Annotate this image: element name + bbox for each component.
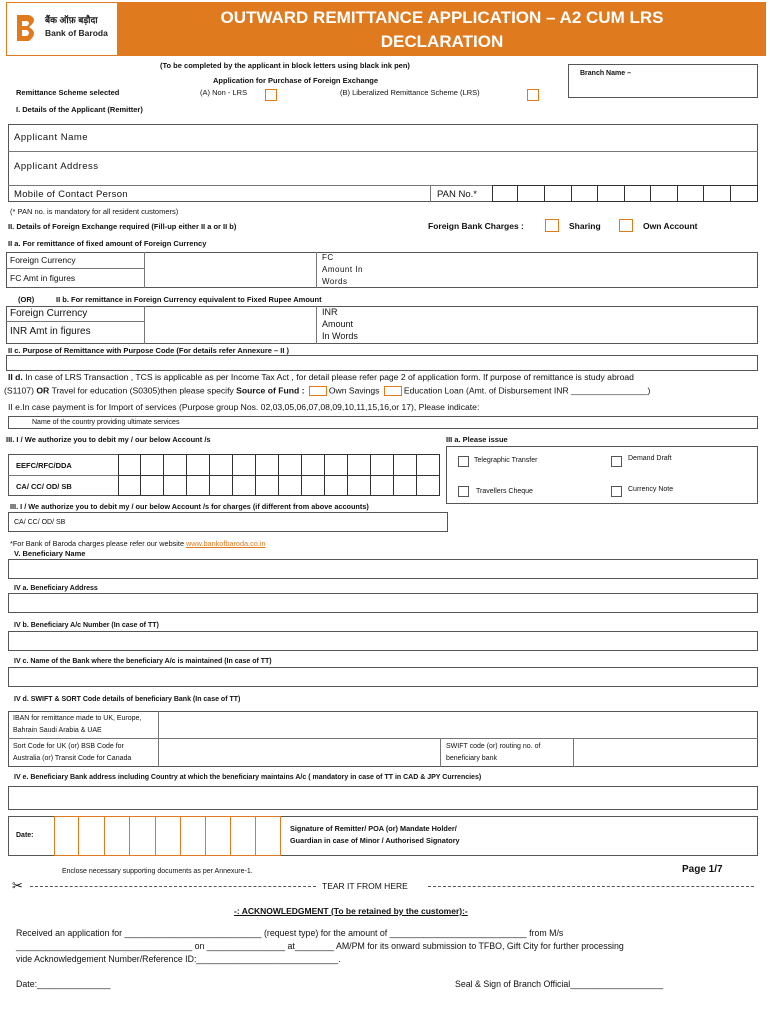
iiia-heading: III a. Please issue bbox=[446, 435, 508, 444]
fc-words-label-3: Words bbox=[322, 277, 348, 286]
ack-line3: vide Acknowledgement Number/Reference ID:_____________________________. bbox=[16, 954, 341, 964]
iban-label-2: Bahrain Saudi Arabia & UAE bbox=[13, 727, 102, 734]
beneficiary-bank-address-field[interactable] bbox=[8, 786, 758, 810]
purchase-label: Application for Purchase of Foreign Exchange bbox=[213, 76, 379, 85]
ca-label: CA/ CC/ OD/ SB bbox=[16, 482, 72, 491]
signature-label-2: Guardian in case of Minor / Authorised Signatory bbox=[290, 836, 460, 845]
sharing-label: Sharing bbox=[569, 221, 601, 231]
iid-line1: II d. In case of LRS Transaction , TCS is applicable as per Income Tax Act , for detail please refer page 2 of application form. If purpose of remittance is study abroad bbox=[8, 372, 634, 382]
page-title-line2: DECLARATION bbox=[380, 32, 504, 51]
section1-heading: I. Details of the Applicant (Remitter) bbox=[16, 105, 143, 114]
demand-draft-checkbox[interactable] bbox=[611, 456, 622, 467]
inr-words-label-3: In Words bbox=[322, 331, 358, 341]
mobile-label: Mobile of Contact Person bbox=[14, 189, 128, 200]
ca-account-field[interactable] bbox=[118, 475, 440, 496]
ivb-label: IV b. Beneficiary A/c Number (In case of TT) bbox=[14, 622, 159, 629]
sharing-checkbox[interactable] bbox=[545, 219, 559, 232]
charges-account-field[interactable] bbox=[8, 512, 448, 532]
branch-name-label: Branch Name – bbox=[580, 70, 631, 77]
page-title-line1: OUTWARD REMITTANCE APPLICATION – A2 CUM LRS bbox=[220, 8, 664, 27]
education-loan-checkbox[interactable] bbox=[384, 386, 402, 396]
pan-label: PAN No.* bbox=[437, 189, 477, 200]
inr-words-label-1: INR bbox=[322, 307, 338, 317]
iban-label-1: IBAN for remittance made to UK, Europe, bbox=[13, 715, 142, 722]
purpose-code-field[interactable] bbox=[6, 355, 758, 371]
bank-charges-label: Foreign Bank Charges : bbox=[428, 221, 524, 231]
telegraphic-label: Telegraphic Transfer bbox=[474, 457, 538, 464]
charges-heading: III. I / We authorize you to debit my / our below Account /s for charges (if different from above accounts) bbox=[10, 502, 369, 511]
travellers-checkbox[interactable] bbox=[458, 486, 469, 497]
foreign-currency-field[interactable] bbox=[146, 253, 315, 268]
foreign-currency-b-label: Foreign Currency bbox=[10, 308, 88, 319]
iban-field[interactable] bbox=[160, 712, 757, 737]
eefc-label: EEFC/RFC/DDA bbox=[16, 461, 72, 470]
foreign-currency-label: Foreign Currency bbox=[10, 255, 76, 265]
travellers-label: Travellers Cheque bbox=[476, 488, 533, 495]
applicant-address-field[interactable] bbox=[110, 152, 750, 184]
ivd-label: IV d. SWIFT & SORT Code details of beneficiary Bank (In case of TT) bbox=[14, 696, 241, 703]
iie-label: II e.In case payment is for Import of services (Purpose group Nos. 02,03,05,06,07,08,09,10,11,15,16,or 17), Please indicate: bbox=[8, 402, 480, 412]
pan-field[interactable] bbox=[492, 185, 758, 202]
ack-date: Date:_______________ bbox=[16, 979, 111, 989]
date-label: Date: bbox=[16, 832, 34, 839]
iva-label: IV a. Beneficiary Address bbox=[14, 585, 98, 592]
bank-note: *For Bank of Baroda charges please refer our website www.bankofbaroda.co.in bbox=[10, 539, 266, 548]
option-b-checkbox[interactable] bbox=[527, 89, 539, 101]
signature-label-1: Signature of Remitter/ POA (or) Mandate Holder/ bbox=[290, 824, 457, 833]
instruction-text: (To be completed by the applicant in block letters using black ink pen) bbox=[160, 61, 410, 70]
own-savings-checkbox[interactable] bbox=[309, 386, 327, 396]
charges-ca-label: CA/ CC/ OD/ SB bbox=[14, 519, 66, 526]
swift-label-2: beneficiary bank bbox=[446, 755, 497, 762]
foreign-currency-b-field[interactable] bbox=[146, 307, 315, 321]
country-label: Name of the country providing ultimate services bbox=[32, 419, 180, 426]
issue-options-box bbox=[446, 446, 758, 504]
ack-seal: Seal & Sign of Branch Official___________________ bbox=[455, 979, 664, 989]
option-a-label: (A) Non - LRS bbox=[200, 88, 248, 97]
scissors-icon: ✂ bbox=[12, 878, 23, 893]
beneficiary-name-field[interactable] bbox=[8, 559, 758, 579]
fc-amt-figures-field[interactable] bbox=[146, 269, 315, 287]
ack-line2: ____________________________________ on ________________ at________ AM/PM for its onward submission to TFBO, Gift City for further processing bbox=[16, 941, 624, 951]
iic-heading: II c. Purpose of Remittance with Purpose Code (For details refer Annexure – II ) bbox=[8, 346, 290, 355]
iid-line2: (S1107) OR Travel for education (S0305)then please specify Source of Fund : Own Savings Education Loan (Amt. of Disbursement INR ________________) bbox=[4, 385, 651, 396]
telegraphic-checkbox[interactable] bbox=[458, 456, 469, 467]
fc-words-label-1: FC bbox=[322, 253, 334, 262]
swift-code-field[interactable] bbox=[575, 739, 757, 766]
fc-words-label-2: Amount In bbox=[322, 265, 363, 274]
bank-of-baroda-logo-icon bbox=[13, 13, 41, 43]
demand-draft-label: Demand Draft bbox=[628, 455, 672, 462]
page-number: Page 1/7 bbox=[682, 864, 723, 875]
own-account-label: Own Account bbox=[643, 221, 698, 231]
option-b-label: (B) Liberalized Remittance Scheme (LRS) bbox=[340, 88, 480, 97]
iia-heading: II a. For remittance of fixed amount of Foreign Currency bbox=[8, 239, 207, 248]
ivc-label: IV c. Name of the Bank where the beneficiary A/c is maintained (In case of TT) bbox=[14, 658, 272, 665]
beneficiary-address-field[interactable] bbox=[8, 593, 758, 613]
applicant-address-label: Applicant Address bbox=[14, 161, 99, 172]
section3-heading: III. I / We authorize you to debit my / our below Account /s bbox=[6, 435, 211, 444]
swift-label-1: SWIFT code (or) routing no. of bbox=[446, 743, 541, 750]
iib-heading: II b. For remittance in Foreign Currency equivalent to Fixed Rupee Amount bbox=[56, 295, 322, 304]
currency-note-checkbox[interactable] bbox=[611, 486, 622, 497]
ive-label: IV e. Beneficiary Bank address including Country at which the beneficiary maintains A/c ( mandatory in case of TT in CAD & JPY Currencies) bbox=[14, 774, 482, 781]
fc-amt-words-field[interactable] bbox=[375, 253, 757, 287]
own-account-checkbox[interactable] bbox=[619, 219, 633, 232]
date-field[interactable] bbox=[54, 816, 281, 856]
tear-label: TEAR IT FROM HERE bbox=[322, 881, 408, 891]
fc-amt-figures-label: FC Amt in figures bbox=[10, 273, 76, 283]
section2-heading: II. Details of Foreign Exchange required (Fill-up either II a or II b) bbox=[8, 222, 237, 231]
beneficiary-bank-field[interactable] bbox=[8, 667, 758, 687]
scheme-label: Remittance Scheme selected bbox=[16, 88, 120, 97]
website-link[interactable]: www.bankofbaroda.co.in bbox=[186, 539, 266, 548]
logo bbox=[6, 2, 118, 56]
sort-label-2: Australia (or) Transit Code for Canada bbox=[13, 755, 132, 762]
applicant-name-field[interactable] bbox=[110, 125, 750, 150]
pan-note: (* PAN no. is mandatory for all resident customers) bbox=[10, 207, 179, 216]
applicant-name-label: Applicant Name bbox=[14, 132, 89, 143]
beneficiary-account-field[interactable] bbox=[8, 631, 758, 651]
beneficiary-name-label: V. Beneficiary Name bbox=[14, 549, 86, 558]
ack-heading: -: ACKNOWLEDGMENT (To be retained by the customer):- bbox=[234, 906, 468, 916]
or-label: (OR) bbox=[18, 295, 35, 304]
inr-amt-words-field[interactable] bbox=[375, 307, 757, 343]
logo-hindi-text: बैंक ऑफ़ बड़ौदा bbox=[45, 15, 98, 25]
enclose-note: Enclose necessary supporting documents as per Annexure-1. bbox=[62, 868, 253, 875]
eefc-account-field[interactable] bbox=[118, 454, 440, 476]
sort-code-field[interactable] bbox=[160, 739, 439, 766]
inr-amt-figures-field[interactable] bbox=[146, 322, 315, 343]
signature-field[interactable] bbox=[500, 817, 756, 855]
ack-line1: Received an application for ____________________________ (request type) for the amount of ____________________________ from M/s bbox=[16, 928, 564, 938]
logo-english-text: Bank of Baroda bbox=[45, 28, 108, 38]
option-a-checkbox[interactable] bbox=[265, 89, 277, 101]
inr-amt-figures-label: INR Amt in figures bbox=[10, 326, 91, 337]
inr-words-label-2: Amount bbox=[322, 319, 354, 329]
tear-line-right bbox=[428, 886, 754, 887]
tear-line-left bbox=[30, 886, 316, 887]
sort-label-1: Sort Code for UK (or) BSB Code for bbox=[13, 743, 124, 750]
currency-note-label: Currency Note bbox=[628, 486, 674, 493]
